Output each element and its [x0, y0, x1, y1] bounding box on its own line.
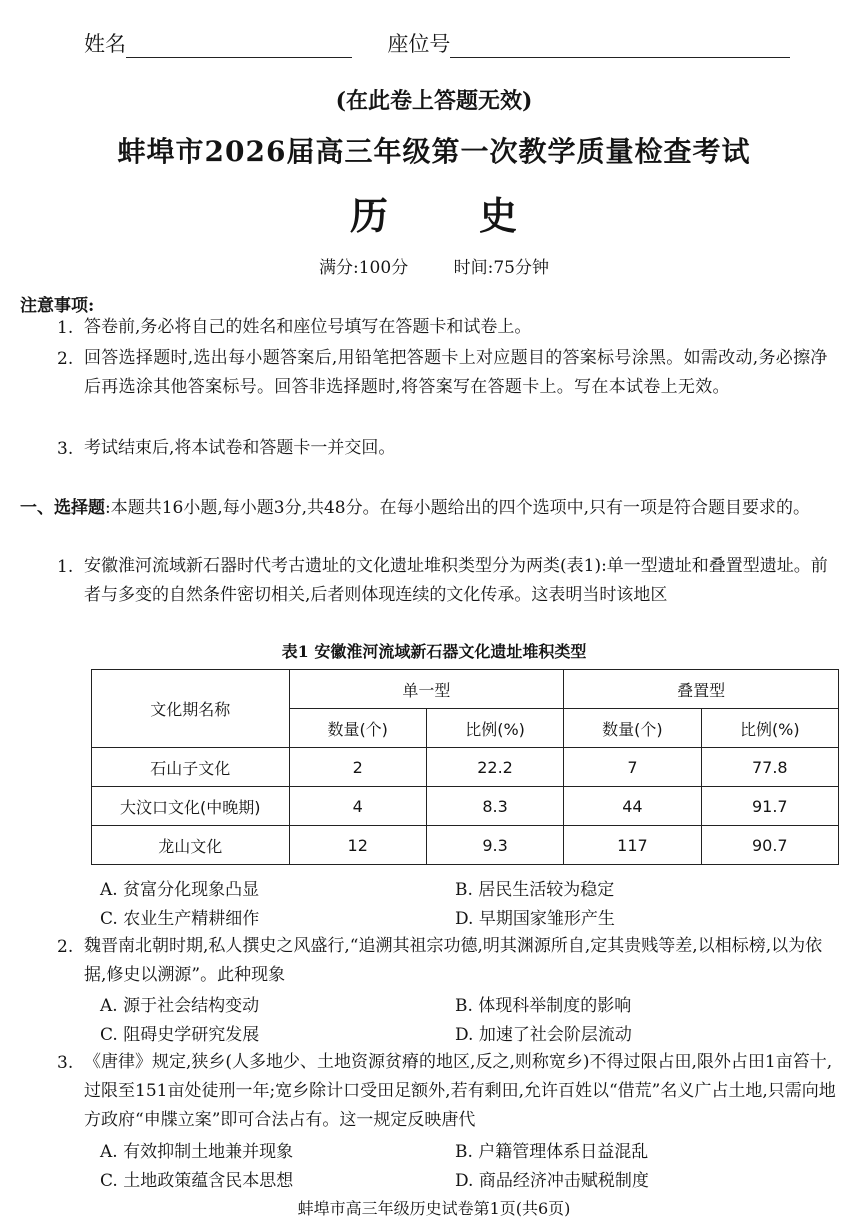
question-number: 1.: [57, 557, 74, 577]
table-row: [92, 787, 839, 826]
seat-label: 座位号: [387, 32, 451, 56]
note-text: 回答选择题时,选出每小题答案后,用铅笔把答题卡上对应题目的答案标号涂黑。如需改动,务必擦净后再选涂其他答案标号。回答非选择题时,将答案写在答题卡上。写在本试卷上无效。: [84, 348, 828, 397]
table-header-stacked: 叠置型: [564, 670, 839, 709]
table-cell: 91.7: [701, 787, 838, 826]
table-cell: 石山子文化: [92, 748, 290, 787]
notes-title: 注意事项:: [20, 296, 95, 316]
subject-char-2: 史: [479, 193, 519, 238]
table-cell: 90.7: [701, 826, 838, 865]
subject-title: [0, 185, 868, 240]
table-cell: 9.3: [426, 826, 563, 865]
exam-time: 时间:75分钟: [453, 258, 549, 278]
question-stem: 《唐律》规定,狭乡(人多地少、土地资源贫瘠的地区,反之,则称宽乡)不得过限占田,限外占田1亩笞十,过限至151亩处徒刑一年;宽乡除计口受田足额外,若有剩田,允许百姓以“借荒”名义广占土地,只需向地方政府“申牒立案”即可合法占有。这一规定反映唐代: [84, 1052, 836, 1130]
option-a: A. 源于社会结构变动: [100, 996, 260, 1016]
exam-title: 蚌埠市2026届高三年级第一次教学质量检查考试: [117, 135, 751, 168]
option-b: B. 户籍管理体系日益混乱: [455, 1142, 649, 1162]
question-stem: 安徽淮河流域新石器时代考古遗址的文化遗址堆积类型分为两类(表1):单一型遗址和叠置型遗址。前者与多变的自然条件密切相关,后者则体现连续的文化传承。这表明当时该地区: [84, 556, 828, 605]
question-stem: 魏晋南北朝时期,私人撰史之风盛行,“追溯其祖宗功德,明其渊源所自,定其贵贱等差,以相标榜,以为依据,修史以溯源”。此种现象: [84, 936, 823, 985]
table-subheader-ratio: 比例(%): [426, 709, 563, 748]
score-time-line: [0, 253, 868, 278]
option-d: D. 加速了社会阶层流动: [455, 1025, 632, 1045]
option-c: C. 土地政策蕴含民本思想: [100, 1171, 294, 1191]
table-cell: 117: [564, 826, 701, 865]
table-cell: 4: [289, 787, 426, 826]
table-cell: 77.8: [701, 748, 838, 787]
option-a: A. 贫富分化现象凸显: [100, 880, 260, 900]
note-text: 答卷前,务必将自己的姓名和座位号填写在答题卡和试卷上。: [84, 317, 532, 337]
table-row: [92, 826, 839, 865]
table-caption: 表1 安徽淮河流域新石器文化遗址堆积类型: [281, 642, 587, 661]
option-d: D. 早期国家雏形产生: [455, 909, 615, 929]
table-cell: 龙山文化: [92, 826, 290, 865]
table-header-single: 单一型: [289, 670, 564, 709]
table-cell: 44: [564, 787, 701, 826]
option-a: A. 有效抑制土地兼并现象: [100, 1142, 294, 1162]
note-number: 3.: [57, 439, 74, 459]
name-seat-row: [84, 28, 790, 58]
question-number: 3.: [57, 1053, 74, 1073]
seat-blank-line: [450, 37, 790, 58]
option-b: B. 居民生活较为稳定: [455, 880, 615, 900]
option-d: D. 商品经济冲击赋税制度: [455, 1171, 649, 1191]
subject-char-1: 历: [349, 193, 389, 238]
option-b: B. 体现科举制度的影响: [455, 996, 632, 1016]
section-one-label: 一、选择题: [20, 498, 105, 518]
table-row: [92, 748, 839, 787]
section-one-text: :本题共16小题,每小题3分,共48分。在每小题给出的四个选项中,只有一项是符合题目要求的。: [105, 498, 811, 518]
table-subheader-count: 数量(个): [289, 709, 426, 748]
name-label: 姓名: [84, 32, 126, 56]
section-one-instructions: [20, 494, 848, 523]
data-table: [91, 669, 839, 865]
table-subheader-ratio: 比例(%): [701, 709, 838, 748]
table-cell: 12: [289, 826, 426, 865]
table-cell: 22.2: [426, 748, 563, 787]
table-cell: 大汶口文化(中晚期): [92, 787, 290, 826]
table-subheader-count: 数量(个): [564, 709, 701, 748]
note-number: 2.: [57, 349, 74, 369]
table-cell: 8.3: [426, 787, 563, 826]
note-number: 1.: [57, 318, 74, 338]
page-footer: 蚌埠市高三年级历史试卷第1页(共6页): [297, 1199, 571, 1218]
option-c: C. 阻碍史学研究发展: [100, 1025, 260, 1045]
option-c: C. 农业生产精耕细作: [100, 909, 260, 929]
invalid-answer-notice: (在此卷上答题无效): [335, 88, 533, 114]
table-header-name: 文化期名称: [92, 670, 290, 748]
name-blank-line: [126, 37, 352, 58]
table-cell: 2: [289, 748, 426, 787]
question-number: 2.: [57, 937, 74, 957]
table-cell: 7: [564, 748, 701, 787]
note-text: 考试结束后,将本试卷和答题卡一并交回。: [84, 438, 396, 458]
full-score: 满分:100分: [319, 258, 409, 278]
